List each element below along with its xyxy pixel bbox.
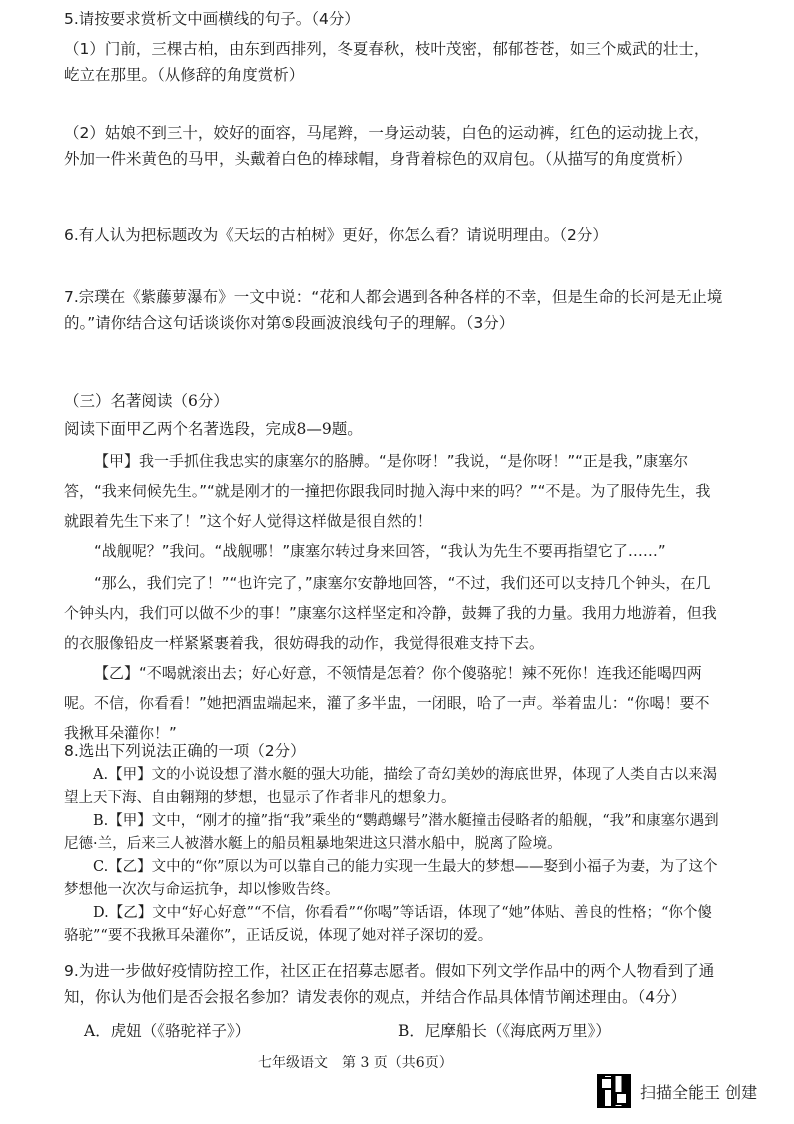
passage-yi: 【乙】“不喝就滚出去；好心好意，不领情是怎着？你个傻骆驼！辣不死你！连我还能喝四两呢。不信，你看看！”她把酒盅端起来，灌了多半盅，一闭眼，哈了一声。举着盅儿：“你喝！要不我揪耳朵灌你！” [64, 664, 710, 742]
q9-title: 9.为进一步做好疫情防控工作，社区正在招募志愿者。假如下列文学作品中的两个人物看到了通知，你认为他们是否会报名参加？请发表你的观点，并结合作品具体情节阐述理由。（4分） [64, 962, 715, 1006]
q6-text: 6.有人认为把标题改为《天坛的古柏树》更好，你怎么看？请说明理由。（2分） [64, 226, 608, 244]
q9-option-a: A．虎妞（《骆驼祥子》） [84, 1022, 251, 1040]
q5-title: 5.请按要求赏析文中画横线的句子。（4分） [64, 10, 360, 28]
q8-option-b: B.【甲】文中，“刚才的撞”指“我”乘坐的“鹦鹉螺号”潜水艇撞击侵略者的船舰，“我”和康塞尔遇到尼德·兰，后来三人被潜水艇上的船员粗暴地架进这只潜水船中，脱离了险境。 [64, 813, 719, 852]
q8-title: 8.选出下列说法正确的一项（2分） [64, 742, 306, 760]
q7-text: 7.宗璞在《紫藤萝瀑布》一文中说：“花和人都会遇到各种各样的不幸，但是生命的长河是无止境的。”请你结合这句话谈谈你对第⑤段画波浪线句子的理解。（3分） [64, 288, 723, 332]
passage-jia-1: 【甲】我一手抓住我忠实的康塞尔的胳膊。“是你呀！”我说，“是你呀！”“正是我，”康塞尔答，“我来伺候先生。”“就是刚才的一撞把你跟我同时抛入海中来的吗？”“不是。为了服侍先生，我就跟着先生下来了！”这个好人觉得这样做是很自然的！ [64, 452, 711, 530]
q8-option-c: C.【乙】文中的“你”原以为可以靠自己的能力实现一生最大的梦想——娶到小福子为妻，为了这个梦想他一次次与命运抗争，却以惨败告终。 [64, 859, 718, 898]
q5-item1: （1）门前，三棵古柏，由东到西排列，冬夏春秋，枝叶茂密，郁郁苍苍，如三个威武的壮士，屹立在那里。（从修辞的角度赏析） [64, 40, 710, 84]
passage-jia-2: “战舰呢？”我问。“战舰哪！”康塞尔转过身来回答，“我认为先生不要再指望它了……” [94, 542, 666, 560]
qr-code-icon [597, 1074, 631, 1108]
page-footer: 七年级语文 第 3 页（共6页） [258, 1055, 453, 1071]
scanner-brand: 扫描全能王 创建 [640, 1083, 758, 1102]
q8-option-d: D.【乙】文中“好心好意”“不信，你看看”“你喝”等话语，体现了“她”体贴、善良的性格；“你个傻骆驼”“要不我揪耳朵灌你”，正话反说，体现了她对祥子深切的爱。 [64, 905, 712, 944]
q5-item2: （2）姑娘不到三十，姣好的面容，马尾辫，一身运动装，白色的运动裤，红色的运动拢上衣，外加一件米黄色的马甲，头戴着白色的棒球帽，身背着棕色的双肩包。（从描写的角度赏析） [64, 124, 710, 168]
section-intro: 阅读下面甲乙两个名著选段，完成8—9题。 [64, 420, 363, 438]
section-heading: （三）名著阅读（6分） [64, 392, 229, 410]
passage-jia-3: “那么，我们完了！”“也许完了，”康塞尔安静地回答，“不过，我们还可以支持几个钟头，在几个钟头内，我们可以做不少的事！”康塞尔这样坚定和冷静，鼓舞了我的力量。我用力地游着，但我的衣服像铅皮一样紧紧裹着我，很妨碍我的动作，我觉得很难支持下去。 [64, 574, 717, 652]
q9-option-b: B．尼摩船长（《海底两万里》） [398, 1022, 611, 1040]
q8-option-a: A.【甲】文的小说设想了潜水艇的强大功能，描绘了奇幻美妙的海底世界，体现了人类自古以来渴望上天下海、自由翱翔的梦想，也显示了作者非凡的想象力。 [64, 767, 718, 806]
